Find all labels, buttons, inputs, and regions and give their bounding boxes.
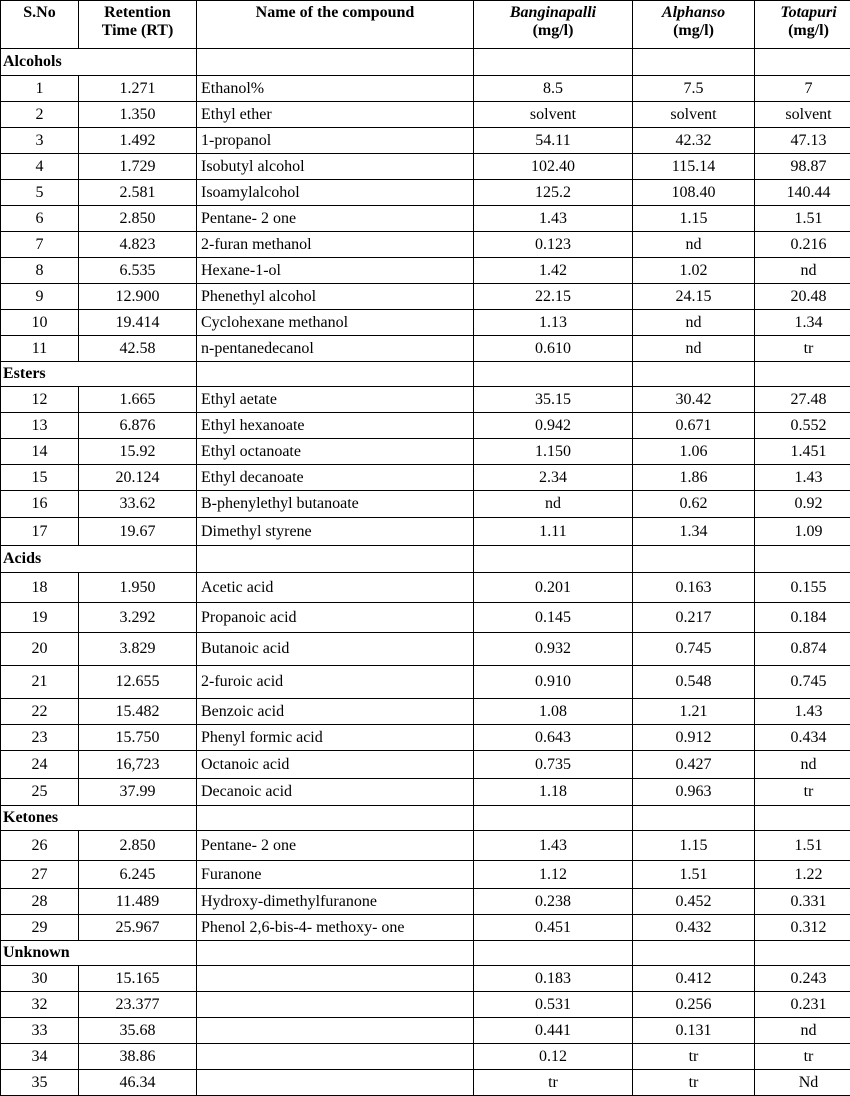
cell-compound-name [197,966,474,992]
cell-banginapalli: 0.735 [474,751,633,779]
cell-banginapalli: 0.441 [474,1018,633,1044]
cell-totapuri: 0.92 [755,491,850,518]
cell-alphanso: 0.131 [633,1018,755,1044]
cell-alphanso: 1.21 [633,699,755,725]
cell-sno: 9 [1,284,79,310]
cell-compound-name: Phenethyl alcohol [197,284,474,310]
section-empty-cell [633,49,755,76]
table-header-row [1,1,850,49]
section-empty-cell [79,362,197,387]
section-empty-cell [755,546,850,573]
header-totapuri [755,1,850,49]
cell-sno: 7 [1,232,79,258]
cell-totapuri: nd [755,258,850,284]
cell-totapuri: 7 [755,76,850,102]
table-row [1,861,850,889]
section-empty-cell [633,362,755,387]
cell-alphanso: 0.745 [633,633,755,666]
cell-totapuri: 0.312 [755,915,850,941]
cell-compound-name: Ethyl ether [197,102,474,128]
cell-banginapalli: 0.610 [474,336,633,362]
cell-totapuri: 1.22 [755,861,850,889]
cell-banginapalli: tr [474,1070,633,1096]
section-title: Unknown [1,941,79,966]
section-empty-cell [79,546,197,573]
cell-compound-name: Propanoic acid [197,603,474,633]
cell-retention-time: 2.850 [79,206,197,232]
cell-banginapalli: 0.123 [474,232,633,258]
table-row [1,1018,850,1044]
cell-sno: 22 [1,699,79,725]
cell-sno: 16 [1,491,79,518]
cell-compound-name: Isobutyl alcohol [197,154,474,180]
section-title: Esters [1,362,79,387]
cell-banginapalli: solvent [474,102,633,128]
table-row [1,889,850,915]
cell-banginapalli: 1.43 [474,206,633,232]
cell-alphanso: 7.5 [633,76,755,102]
section-empty-cell [79,806,197,831]
cell-alphanso: tr [633,1044,755,1070]
table-row [1,232,850,258]
section-empty-cell [755,362,850,387]
cell-compound-name: Benzoic acid [197,699,474,725]
section-empty-cell [197,362,474,387]
cell-sno: 8 [1,258,79,284]
section-row [1,49,850,76]
cell-sno: 3 [1,128,79,154]
cell-compound-name: Furanone [197,861,474,889]
cell-alphanso: 0.912 [633,725,755,751]
cell-totapuri: 27.48 [755,387,850,413]
cell-totapuri: 1.34 [755,310,850,336]
cell-compound-name: Ethyl octanoate [197,439,474,465]
cell-compound-name: Isoamylalcohol [197,180,474,206]
table-body [1,49,850,1096]
cell-banginapalli: nd [474,491,633,518]
cell-banginapalli: 35.15 [474,387,633,413]
table-row [1,206,850,232]
cell-sno: 27 [1,861,79,889]
cell-sno: 15 [1,465,79,491]
cell-retention-time: 23.377 [79,992,197,1018]
cell-retention-time: 38.86 [79,1044,197,1070]
section-empty-cell [474,362,633,387]
cell-retention-time: 15.92 [79,439,197,465]
section-title: Alcohols [1,49,79,76]
cell-sno: 28 [1,889,79,915]
table-row [1,76,850,102]
cell-sno: 13 [1,413,79,439]
header-retention-time [79,1,197,49]
cell-banginapalli: 0.643 [474,725,633,751]
cell-totapuri: 0.874 [755,633,850,666]
cell-banginapalli: 54.11 [474,128,633,154]
cell-sno: 35 [1,1070,79,1096]
cell-alphanso: 108.40 [633,180,755,206]
cell-compound-name: Decanoic acid [197,779,474,806]
cell-alphanso: 0.62 [633,491,755,518]
table-row [1,491,850,518]
table-row [1,603,850,633]
section-empty-cell [474,941,633,966]
cell-banginapalli: 0.201 [474,573,633,603]
section-title: Acids [1,546,79,573]
cell-banginapalli: 2.34 [474,465,633,491]
section-empty-cell [633,546,755,573]
cell-retention-time: 1.665 [79,387,197,413]
cell-compound-name: Hexane-1-ol [197,258,474,284]
table-row [1,1070,850,1096]
cell-totapuri: tr [755,336,850,362]
table-row [1,966,850,992]
cell-banginapalli: 125.2 [474,180,633,206]
cell-totapuri: nd [755,751,850,779]
section-empty-cell [474,546,633,573]
cell-alphanso: 0.427 [633,751,755,779]
table-row [1,915,850,941]
cell-compound-name: Cyclohexane methanol [197,310,474,336]
cell-compound-name: B-phenylethyl butanoate [197,491,474,518]
cell-banginapalli: 8.5 [474,76,633,102]
cell-banginapalli: 22.15 [474,284,633,310]
table-row [1,465,850,491]
cell-alphanso: 0.217 [633,603,755,633]
section-empty-cell [197,546,474,573]
cell-totapuri: 0.243 [755,966,850,992]
section-row [1,362,850,387]
cell-sno: 30 [1,966,79,992]
cell-totapuri: 0.155 [755,573,850,603]
cell-banginapalli: 1.08 [474,699,633,725]
table-row [1,633,850,666]
table-row [1,831,850,861]
cell-alphanso: 1.15 [633,831,755,861]
section-title: Ketones [1,806,79,831]
cell-compound-name: Ethyl decanoate [197,465,474,491]
cell-banginapalli: 0.531 [474,992,633,1018]
cell-retention-time: 12.655 [79,666,197,699]
cell-sno: 18 [1,573,79,603]
header-rt-line1: Retention [104,4,171,21]
cell-banginapalli: 1.43 [474,831,633,861]
cell-sno: 10 [1,310,79,336]
cell-compound-name: Acetic acid [197,573,474,603]
section-empty-cell [474,806,633,831]
cell-retention-time: 6.535 [79,258,197,284]
table-row [1,128,850,154]
cell-banginapalli: 0.910 [474,666,633,699]
cell-totapuri: 0.552 [755,413,850,439]
cell-retention-time: 2.850 [79,831,197,861]
cell-banginapalli: 0.12 [474,1044,633,1070]
cell-totapuri: solvent [755,102,850,128]
cell-compound-name [197,1070,474,1096]
cell-sno: 23 [1,725,79,751]
header-sno: S.No [1,1,79,49]
cell-sno: 25 [1,779,79,806]
header-banginapalli-name: Banginapalli [509,4,597,21]
cell-banginapalli: 0.183 [474,966,633,992]
cell-alphanso: 0.452 [633,889,755,915]
cell-retention-time: 16,723 [79,751,197,779]
table-row [1,336,850,362]
cell-sno: 20 [1,633,79,666]
cell-banginapalli: 1.13 [474,310,633,336]
section-row [1,546,850,573]
cell-compound-name [197,1044,474,1070]
cell-sno: 19 [1,603,79,633]
header-alphanso-unit: (mg/l) [673,22,714,39]
header-alphanso-name: Alphanso [661,4,726,21]
table-row [1,699,850,725]
table-row [1,751,850,779]
cell-retention-time: 20.124 [79,465,197,491]
cell-alphanso: 24.15 [633,284,755,310]
cell-retention-time: 33.62 [79,491,197,518]
table-row [1,387,850,413]
cell-banginapalli: 1.18 [474,779,633,806]
cell-compound-name: Octanoic acid [197,751,474,779]
cell-totapuri: 1.43 [755,699,850,725]
cell-retention-time: 2.581 [79,180,197,206]
header-alphanso [633,1,755,49]
cell-alphanso: nd [633,310,755,336]
cell-alphanso: 0.412 [633,966,755,992]
section-empty-cell [197,49,474,76]
section-empty-cell [474,49,633,76]
cell-banginapalli: 0.238 [474,889,633,915]
section-empty-cell [79,941,197,966]
cell-sno: 29 [1,915,79,941]
table-row [1,180,850,206]
cell-alphanso: tr [633,1070,755,1096]
header-totapuri-unit: (mg/l) [788,22,829,39]
cell-sno: 4 [1,154,79,180]
table-row [1,666,850,699]
cell-alphanso: 1.86 [633,465,755,491]
table-row [1,258,850,284]
cell-sno: 17 [1,518,79,546]
cell-retention-time: 35.68 [79,1018,197,1044]
cell-banginapalli: 102.40 [474,154,633,180]
cell-sno: 24 [1,751,79,779]
cell-alphanso: 1.02 [633,258,755,284]
cell-totapuri: 140.44 [755,180,850,206]
cell-alphanso: 1.34 [633,518,755,546]
cell-retention-time: 25.967 [79,915,197,941]
cell-alphanso: 0.163 [633,573,755,603]
section-empty-cell [633,941,755,966]
cell-banginapalli: 1.42 [474,258,633,284]
cell-alphanso: 42.32 [633,128,755,154]
table-row [1,725,850,751]
cell-compound-name: Phenol 2,6-bis-4- methoxy- one [197,915,474,941]
cell-retention-time: 4.823 [79,232,197,258]
cell-compound-name: Butanoic acid [197,633,474,666]
cell-compound-name: Hydroxy-dimethylfuranone [197,889,474,915]
cell-totapuri: 98.87 [755,154,850,180]
cell-compound-name: 2-furoic acid [197,666,474,699]
cell-totapuri: tr [755,1044,850,1070]
cell-sno: 11 [1,336,79,362]
cell-compound-name: Dimethyl styrene [197,518,474,546]
cell-totapuri: 0.184 [755,603,850,633]
section-empty-cell [755,806,850,831]
cell-retention-time: 15.482 [79,699,197,725]
cell-compound-name: n-pentanedecanol [197,336,474,362]
cell-retention-time: 3.829 [79,633,197,666]
cell-sno: 1 [1,76,79,102]
cell-retention-time: 1.271 [79,76,197,102]
cell-alphanso: 1.15 [633,206,755,232]
cell-alphanso: nd [633,232,755,258]
cell-retention-time: 42.58 [79,336,197,362]
cell-sno: 5 [1,180,79,206]
table-row [1,1044,850,1070]
cell-sno: 2 [1,102,79,128]
cell-compound-name: 1-propanol [197,128,474,154]
cell-totapuri: 1.451 [755,439,850,465]
cell-compound-name: Ethyl aetate [197,387,474,413]
header-compound-name: Name of the compound [197,1,474,49]
cell-retention-time: 6.245 [79,861,197,889]
header-totapuri-name: Totapuri [780,4,837,21]
cell-sno: 14 [1,439,79,465]
table-row [1,154,850,180]
cell-sno: 12 [1,387,79,413]
cell-retention-time: 37.99 [79,779,197,806]
cell-retention-time: 46.34 [79,1070,197,1096]
header-banginapalli-unit: (mg/l) [532,22,574,39]
cell-compound-name: Ethyl hexanoate [197,413,474,439]
cell-retention-time: 6.876 [79,413,197,439]
cell-totapuri: tr [755,779,850,806]
table-row [1,310,850,336]
cell-retention-time: 1.492 [79,128,197,154]
header-banginapalli [474,1,633,49]
cell-totapuri: Nd [755,1070,850,1096]
cell-totapuri: 0.434 [755,725,850,751]
cell-alphanso: 0.256 [633,992,755,1018]
cell-banginapalli: 0.451 [474,915,633,941]
cell-alphanso: 0.963 [633,779,755,806]
cell-alphanso: 30.42 [633,387,755,413]
cell-banginapalli: 0.145 [474,603,633,633]
cell-retention-time: 1.729 [79,154,197,180]
cell-banginapalli: 1.12 [474,861,633,889]
cell-totapuri: 1.51 [755,831,850,861]
cell-totapuri: 20.48 [755,284,850,310]
cell-alphanso: 1.51 [633,861,755,889]
cell-sno: 33 [1,1018,79,1044]
cell-retention-time: 15.750 [79,725,197,751]
cell-retention-time: 19.67 [79,518,197,546]
section-empty-cell [755,941,850,966]
table-row [1,439,850,465]
table-row [1,518,850,546]
cell-retention-time: 3.292 [79,603,197,633]
section-empty-cell [197,806,474,831]
cell-totapuri: nd [755,1018,850,1044]
header-rt-line2: Time (RT) [101,22,174,39]
cell-retention-time: 19.414 [79,310,197,336]
cell-sno: 21 [1,666,79,699]
cell-totapuri: 0.331 [755,889,850,915]
cell-totapuri: 1.51 [755,206,850,232]
table-row [1,779,850,806]
cell-totapuri: 1.43 [755,465,850,491]
cell-banginapalli: 0.932 [474,633,633,666]
table-row [1,413,850,439]
cell-alphanso: 115.14 [633,154,755,180]
cell-alphanso: 0.671 [633,413,755,439]
cell-compound-name: Phenyl formic acid [197,725,474,751]
cell-totapuri: 47.13 [755,128,850,154]
cell-alphanso: 0.432 [633,915,755,941]
cell-compound-name [197,1018,474,1044]
cell-alphanso: nd [633,336,755,362]
cell-alphanso: solvent [633,102,755,128]
cell-retention-time: 1.950 [79,573,197,603]
section-empty-cell [633,806,755,831]
cell-totapuri: 0.745 [755,666,850,699]
cell-banginapalli: 1.11 [474,518,633,546]
cell-compound-name [197,992,474,1018]
section-empty-cell [79,49,197,76]
cell-retention-time: 1.350 [79,102,197,128]
cell-sno: 32 [1,992,79,1018]
section-empty-cell [755,49,850,76]
cell-sno: 34 [1,1044,79,1070]
cell-sno: 26 [1,831,79,861]
cell-totapuri: 1.09 [755,518,850,546]
table-row [1,102,850,128]
cell-banginapalli: 0.942 [474,413,633,439]
cell-sno: 6 [1,206,79,232]
cell-alphanso: 0.548 [633,666,755,699]
table-row [1,992,850,1018]
cell-retention-time: 11.489 [79,889,197,915]
cell-totapuri: 0.216 [755,232,850,258]
cell-compound-name: 2-furan methanol [197,232,474,258]
cell-totapuri: 0.231 [755,992,850,1018]
cell-compound-name: Pentane- 2 one [197,206,474,232]
cell-compound-name: Ethanol% [197,76,474,102]
cell-compound-name: Pentane- 2 one [197,831,474,861]
table-row [1,573,850,603]
cell-retention-time: 12.900 [79,284,197,310]
section-row [1,941,850,966]
table-row [1,284,850,310]
section-row [1,806,850,831]
cell-banginapalli: 1.150 [474,439,633,465]
cell-alphanso: 1.06 [633,439,755,465]
section-empty-cell [197,941,474,966]
cell-retention-time: 15.165 [79,966,197,992]
